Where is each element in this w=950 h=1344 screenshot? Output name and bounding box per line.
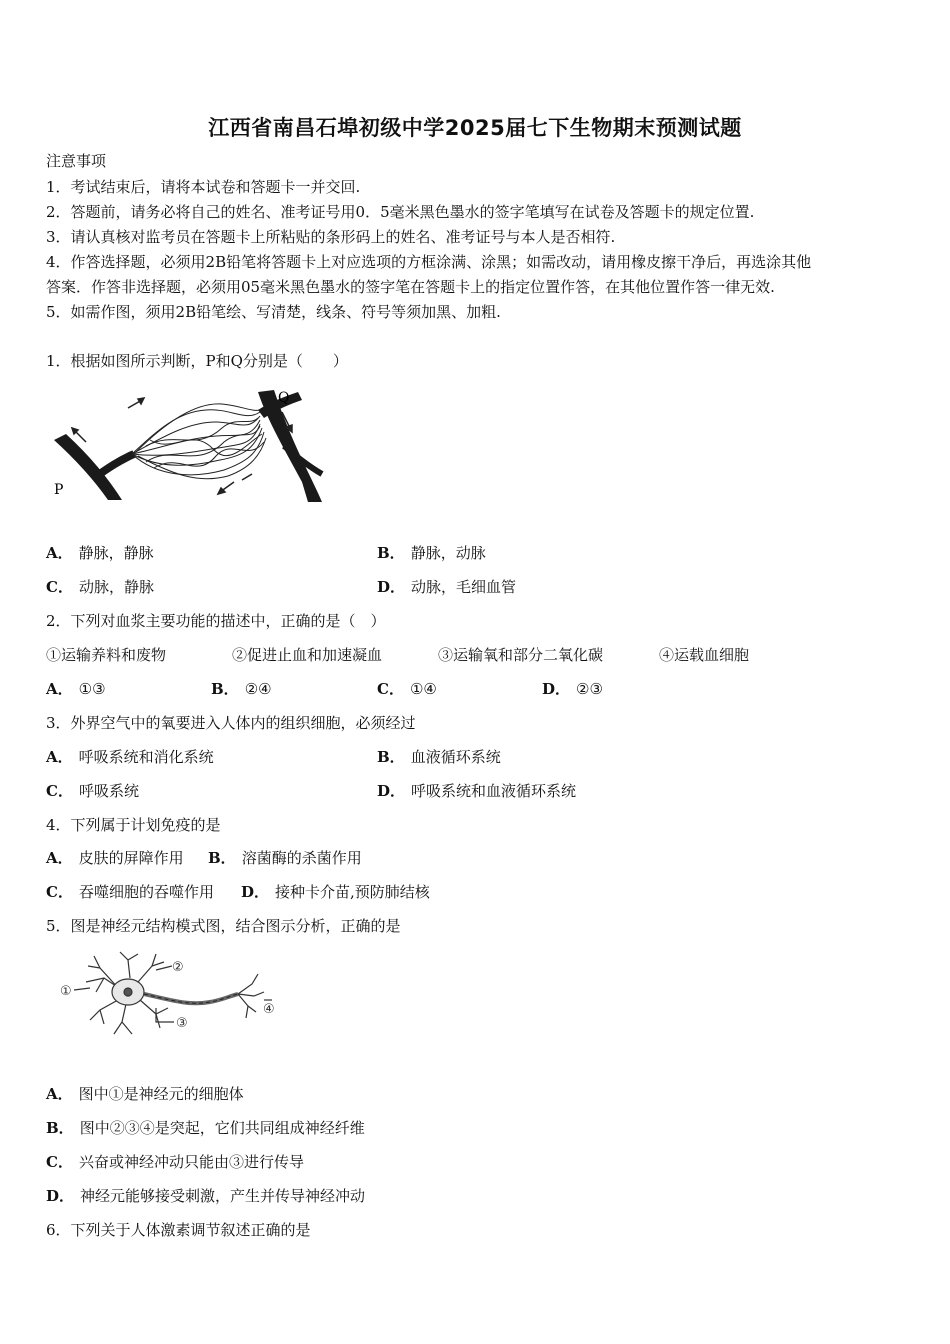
notice-heading: 注意事项 bbox=[46, 152, 107, 170]
neuron-figure bbox=[60, 948, 280, 1040]
option-a[interactable]: A． 静脉，静脉 bbox=[46, 544, 154, 562]
vessel-q bbox=[258, 390, 322, 502]
notice-item: 1．考试结束后，请将本试卷和答题卡一并交回. bbox=[46, 178, 361, 196]
question-1-stem: 1．根据如图所示判断，P和Q分别是（ ） bbox=[46, 352, 348, 370]
capillary-network bbox=[132, 404, 266, 479]
option-c[interactable]: C． 动脉，静脉 bbox=[46, 578, 154, 596]
option-b[interactable]: B． 图中②③④是突起，它们共同组成神经纤维 bbox=[46, 1119, 365, 1137]
page-title: 江西省南昌石埠初级中学2025届七下生物期末预测试题 bbox=[208, 116, 742, 140]
label-2: ② bbox=[172, 960, 184, 975]
option-b[interactable]: B． 静脉，动脉 bbox=[377, 544, 486, 562]
notice-item: 5．如需作图，须用2B铅笔绘、写清楚，线条、符号等须加黑、加粗. bbox=[46, 303, 501, 321]
option-d[interactable]: D． 接种卡介苗,预防肺结核 bbox=[241, 883, 430, 901]
notice-item: 4．作答选择题，必须用2B铅笔将答题卡上对应选项的方框涂满、涂黑；如需改动，请用橡皮擦干净后，再选涂其他 bbox=[46, 253, 812, 271]
label-p: P bbox=[54, 482, 64, 498]
notice-item: 2．答题前，请务必将自己的姓名、准考证号用0．5毫米黑色墨水的签字笔填写在试卷及答题卡的规定位置. bbox=[46, 203, 755, 221]
option-d[interactable]: D． 动脉，毛细血管 bbox=[377, 578, 517, 596]
option-c[interactable]: C． 兴奋或神经冲动只能由③进行传导 bbox=[46, 1153, 304, 1171]
statement-item: ②促进止血和加速凝血 bbox=[232, 646, 383, 664]
option-c[interactable]: C． 呼吸系统 bbox=[46, 782, 139, 800]
option-b[interactable]: B． ②④ bbox=[211, 680, 272, 698]
option-a[interactable]: A． 图中①是神经元的细胞体 bbox=[46, 1085, 244, 1103]
statement-item: ④运载血细胞 bbox=[659, 646, 750, 664]
option-a[interactable]: A． 皮肤的屏障作用 bbox=[46, 849, 184, 867]
question-4-stem: 4．下列属于计划免疫的是 bbox=[46, 816, 221, 834]
option-d[interactable]: D． 呼吸系统和血液循环系统 bbox=[377, 782, 577, 800]
option-b[interactable]: B． 血液循环系统 bbox=[377, 748, 501, 766]
blood-vessel-figure bbox=[46, 382, 326, 508]
notice-item: 答案．作答非选择题，必须用05毫米黑色墨水的签字笔在答题卡上的指定位置作答，在其他位置作答一律无效. bbox=[46, 278, 775, 296]
label-4: ④ bbox=[263, 1002, 275, 1017]
option-c[interactable]: C． ①④ bbox=[377, 680, 437, 698]
option-d[interactable]: D． ②③ bbox=[542, 680, 603, 698]
option-b[interactable]: B． 溶菌酶的杀菌作用 bbox=[208, 849, 362, 867]
notice-item: 3．请认真核对监考员在答题卡上所粘贴的条形码上的姓名、准考证号与本人是否相符. bbox=[46, 228, 616, 246]
label-q: Q bbox=[278, 390, 290, 406]
statement-item: ③运输氧和部分二氧化碳 bbox=[438, 646, 604, 664]
question-5-stem: 5．图是神经元结构模式图，结合图示分析，正确的是 bbox=[46, 917, 401, 935]
label-3: ③ bbox=[176, 1016, 188, 1031]
label-1: ① bbox=[60, 984, 72, 999]
question-6-stem: 6．下列关于人体激素调节叙述正确的是 bbox=[46, 1221, 311, 1239]
option-c[interactable]: C． 吞噬细胞的吞噬作用 bbox=[46, 883, 214, 901]
option-a[interactable]: A． ①③ bbox=[46, 680, 106, 698]
option-a[interactable]: A． 呼吸系统和消化系统 bbox=[46, 748, 214, 766]
question-3-stem: 3．外界空气中的氧要进入人体内的组织细胞，必须经过 bbox=[46, 714, 416, 732]
question-2-stem: 2．下列对血浆主要功能的描述中，正确的是（ ） bbox=[46, 612, 386, 630]
option-d[interactable]: D． 神经元能够接受刺激，产生并传导神经冲动 bbox=[46, 1187, 366, 1205]
statement-item: ①运输养料和废物 bbox=[46, 646, 167, 664]
